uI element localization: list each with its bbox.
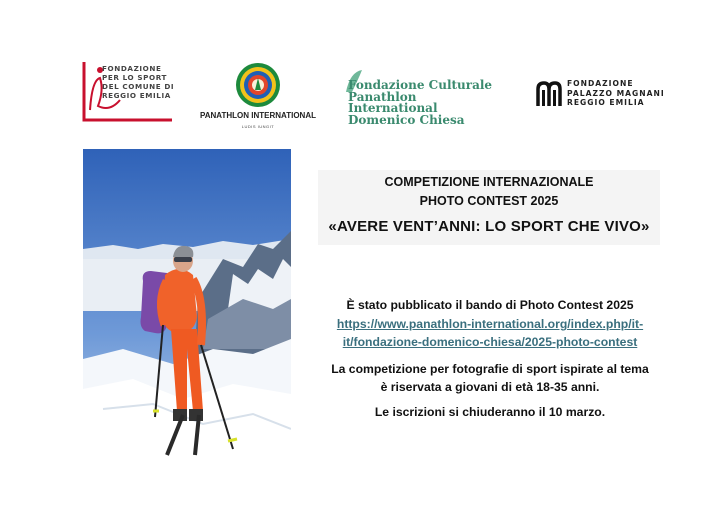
skier-photo	[83, 149, 291, 459]
fondazione-sport-text: FONDAZIONE PER LO SPORT DEL COMUNE DI REGGIO EMILIA	[102, 64, 175, 100]
fondazione-sport-logo	[80, 60, 175, 124]
panathlon-emblem-icon	[198, 60, 318, 110]
competition-description-line2: è riservata a giovani di età 18-35 anni.	[380, 380, 600, 394]
competition-description-line1: La competizione per fotografie di sport ispirate al tema	[331, 362, 649, 376]
panathlon-motto: LUDIS IUNGIT	[241, 124, 275, 129]
contest-link-line1[interactable]: https://www.panathlon-international.org/index.php/it-	[336, 317, 644, 331]
contest-heading: PHOTO CONTEST 2025	[419, 194, 559, 208]
closing-date-text: Le iscrizioni si chiuderanno il 10 marzo.	[374, 405, 606, 419]
panathlon-logo	[198, 60, 318, 132]
contest-link-line2[interactable]: it/fondazione-domenico-chiesa/2025-photo-contest	[342, 335, 638, 349]
fondazione-culturale-logo	[340, 66, 500, 127]
published-text: È stato pubblicato il bando di Photo Contest 2025	[346, 298, 634, 312]
palazzo-magnani-mark-icon	[535, 80, 563, 108]
title-band	[318, 170, 660, 245]
panathlon-name: PANATHLON INTERNATIONAL	[200, 111, 316, 120]
theme-heading: «AVERE VENT’ANNI: LO SPORT CHE VIVO»	[328, 218, 650, 235]
palazzo-magnani-logo	[535, 78, 675, 110]
fondazione-culturale-text: Fondazione Culturale Panathlon International Domenico Chiesa	[348, 78, 493, 127]
competition-heading: COMPETIZIONE INTERNAZIONALE	[384, 175, 594, 189]
palazzo-magnani-text: FONDAZIONE PALAZZO MAGNANI REGGIO EMILIA	[567, 79, 665, 107]
